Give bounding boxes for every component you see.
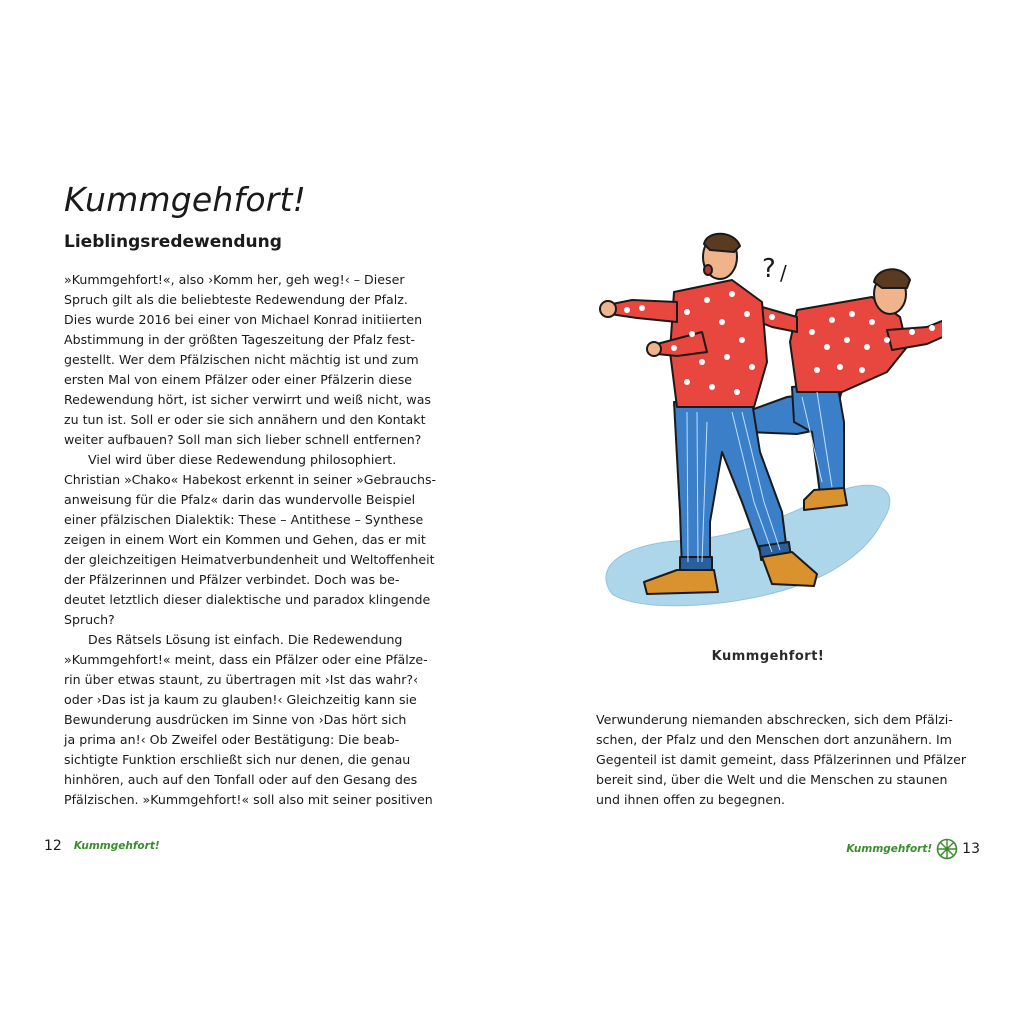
right-page — [512, 0, 1024, 1024]
paragraph-1 — [64, 270, 444, 450]
text-line: weiter aufbauen? Soll man sich lieber schnell entfernen? — [64, 432, 422, 447]
text-line: der Pfälzerinnen und Pfälzer verbindet. Doch was be- — [64, 572, 400, 587]
text-line: Dies wurde 2016 bei einer von Michael Konrad initiierten — [64, 312, 423, 327]
text-line: rin über etwas staunt, zu übertragen mit ›Ist das wahr?‹ — [64, 672, 419, 687]
text-line: und ihnen offen zu begegnen. — [596, 792, 786, 807]
illustration-caption: Kummgehfort! — [711, 649, 825, 664]
footer-right — [846, 838, 980, 860]
text-line: Viel wird über diese Redewendung philosophiert. — [88, 452, 397, 467]
text-line: »Kummgehfort!« meint, dass ein Pfälzer oder eine Pfälze- — [64, 652, 428, 667]
text-line: gestellt. Wer dem Pfälzischen nicht mächtig ist und zum — [64, 352, 419, 367]
body-text-right — [596, 710, 986, 810]
text-line: deutet letztlich dieser dialektische und paradox klingende — [64, 592, 431, 607]
text-line: »Kummgehfort!«, also ›Komm her, geh weg!‹ – Dieser — [64, 272, 405, 287]
text-line: einer pfälzischen Dialektik: These – Antithese – Synthese — [64, 512, 424, 527]
illustration-two-men-walking — [582, 222, 942, 622]
text-line: Verwunderung niemanden abschrecken, sich dem Pfälzi- — [596, 712, 953, 727]
text-line: Pfälzischen. »Kummgehfort!« soll also mit seiner positiven — [64, 792, 433, 807]
text-line: Des Rätsels Lösung ist einfach. Die Redewendung — [88, 632, 403, 647]
page-subtitle: Lieblingsredewendung — [64, 232, 282, 252]
page-number: 13 — [962, 841, 980, 857]
text-line: bereit sind, über die Welt und die Menschen zu staunen — [596, 772, 948, 787]
text-line: anweisung für die Pfalz« darin das wundervolle Beispiel — [64, 492, 416, 507]
text-line: Spruch gilt als die beliebteste Redewendung der Pfalz. — [64, 292, 408, 307]
running-head: Kummgehfort! — [846, 843, 933, 855]
text-line: Bewunderung ausdrücken im Sinne von ›Das hört sich — [64, 712, 407, 727]
text-line: der gleichzeitigen Heimatverbundenheit und Weltoffenheit — [64, 552, 435, 567]
text-line: schen, der Pfalz und den Menschen dort anzunähern. Im — [596, 732, 952, 747]
text-line: Redewendung hört, ist sicher verwirrt und weiß nicht, was — [64, 392, 431, 407]
text-line: oder ›Das ist ja kaum zu glauben!‹ Gleichzeitig kann sie — [64, 692, 417, 707]
page-title: Kummgehfort! — [64, 180, 307, 219]
text-line: ersten Mal von einem Pfälzer oder einer Pfälzerin diese — [64, 372, 413, 387]
text-line: Abstimmung in der größten Tageszeitung der Pfalz fest- — [64, 332, 416, 347]
text-line: zu tun ist. Soll er oder sie sich annähern und den Kontakt — [64, 412, 426, 427]
paragraph-3 — [64, 630, 444, 810]
running-head: Kummgehfort! — [73, 840, 160, 852]
text-line: ja prima an!‹ Ob Zweifel oder Bestätigung: Die beab- — [64, 732, 400, 747]
text-line: sichtigte Funktion erschließt sich nur denen, die genau — [64, 752, 411, 767]
question-mark: ? — [762, 254, 776, 284]
wheel-emblem-icon — [936, 838, 958, 860]
exclamation-mark: / — [780, 261, 787, 285]
body-text — [64, 270, 444, 810]
text-line: Spruch? — [64, 612, 115, 627]
paragraph-2 — [64, 450, 444, 630]
page-number: 12 — [44, 838, 62, 854]
text-line: hinhören, auch auf den Tonfall oder auf den Gesang des — [64, 772, 418, 787]
text-line: Gegenteil ist damit gemeint, dass Pfälzerinnen und Pfälzer — [596, 752, 967, 767]
text-line: zeigen in einem Wort ein Kommen und Gehen, das er mit — [64, 532, 426, 547]
footer-left — [44, 838, 160, 854]
text-line: Christian »Chako« Habekost erkennt in seiner »Gebrauchs- — [64, 472, 437, 487]
